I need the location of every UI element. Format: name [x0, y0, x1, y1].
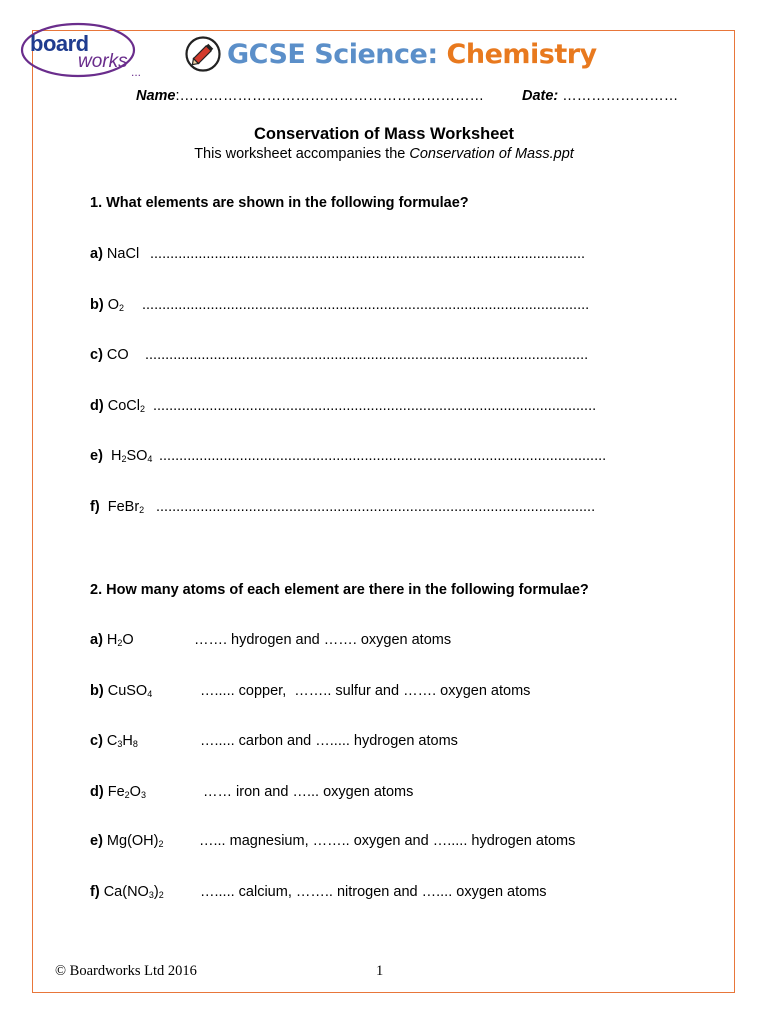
formula-part: ): [153, 884, 159, 900]
formula: C: [102, 733, 118, 749]
formula-subscript: 2: [158, 890, 164, 900]
logo-dots: ...: [131, 65, 142, 79]
item-label: b): [90, 683, 104, 699]
q1-item-b[interactable]: [90, 297, 590, 313]
item-label: c): [90, 347, 103, 363]
formula: Mg(OH): [102, 833, 159, 849]
formula-subscript: 2: [124, 790, 130, 800]
q1-item-e[interactable]: [90, 448, 607, 464]
formula: CO: [102, 347, 129, 363]
brand-subject: GCSE Science:: [227, 38, 447, 70]
formula: CoCl: [103, 398, 140, 414]
formula: NaCl: [102, 246, 140, 262]
answer-line: ..............................................................................................................: [145, 347, 589, 363]
formula-subscript: 8: [132, 739, 138, 749]
answer-line: ...............................................................................................................: [159, 448, 607, 464]
answer-blanks: ……. hydrogen and ……. oxygen atoms: [194, 632, 452, 648]
q2-item-f[interactable]: [90, 884, 547, 900]
formula: FeBr: [99, 499, 140, 515]
q2-item-b[interactable]: [90, 683, 531, 699]
item-label: e): [90, 833, 103, 849]
item-label: c): [90, 733, 103, 749]
answer-line: ...............................................................................................................: [142, 297, 590, 313]
subtitle-prefix: This worksheet accompanies the: [194, 146, 410, 162]
brand-heading: [185, 36, 597, 72]
formula: Fe: [103, 784, 125, 800]
pencil-icon: [185, 36, 221, 72]
name-line: :………………………………………………………: [175, 88, 485, 104]
question-1: 1. What elements are shown in the following formulae?: [90, 195, 469, 211]
formula-part: SO: [126, 448, 148, 464]
question-2: 2. How many atoms of each element are there in the following formulae?: [90, 582, 589, 598]
date-line: ……………………: [558, 88, 679, 104]
worksheet-subtitle: [0, 146, 768, 162]
q1-item-d[interactable]: [90, 398, 597, 414]
item-label: f): [90, 884, 100, 900]
formula-part: H: [122, 733, 133, 749]
formula-subscript: 3: [117, 739, 123, 749]
item-label: e): [90, 448, 103, 464]
boardworks-logo: [20, 22, 142, 79]
answer-blanks: …..... carbon and …..... hydrogen atoms: [200, 733, 458, 749]
q1-item-f[interactable]: [90, 499, 596, 515]
q2-item-a[interactable]: [90, 632, 452, 648]
q1-item-c[interactable]: [90, 347, 589, 363]
footer-copyright: © Boardworks Ltd 2016: [55, 963, 197, 979]
item-label: d): [90, 784, 104, 800]
q2-item-c[interactable]: [90, 733, 458, 749]
worksheet-title: Conservation of Mass Worksheet: [253, 125, 515, 143]
answer-blanks: …… iron and …... oxygen atoms: [203, 784, 414, 800]
formula-subscript: 3: [148, 890, 154, 900]
formula-subscript: 2: [158, 839, 164, 849]
formula: O: [103, 297, 119, 313]
logo-word-works: works: [78, 51, 128, 72]
formula-part: O: [129, 784, 141, 800]
formula-subscript: 2: [117, 638, 123, 648]
formula-subscript: 2: [139, 404, 145, 414]
formula-subscript: 2: [119, 303, 125, 313]
formula: H: [102, 448, 122, 464]
date-label: Date:: [522, 88, 559, 104]
formula: CuSO: [103, 683, 148, 699]
item-label: b): [90, 297, 104, 313]
name-field[interactable]: [136, 88, 484, 104]
item-label: f): [90, 499, 100, 515]
q2-item-d[interactable]: [90, 784, 414, 800]
formula-subscript: 2: [121, 454, 127, 464]
formula-subscript: 3: [140, 790, 146, 800]
answer-blanks: …..... copper, …….. sulfur and ……. oxygen atoms: [200, 683, 531, 699]
q1-item-a[interactable]: [90, 246, 586, 262]
logo-word-board: board: [30, 31, 89, 56]
formula: H: [102, 632, 118, 648]
answer-line: ............................................................................................................: [150, 246, 586, 262]
formula-subscript: 4: [147, 689, 153, 699]
brand-topic: Chemistry: [446, 38, 597, 70]
subtitle-file: Conservation of Mass.ppt: [409, 146, 574, 162]
name-label: Name: [136, 88, 176, 104]
item-label: a): [90, 632, 103, 648]
answer-line: .............................................................................................................: [156, 499, 596, 515]
answer-blanks: …... magnesium, …….. oxygen and …..... hydrogen atoms: [199, 833, 576, 849]
formula-subscript: 2: [139, 505, 145, 515]
item-label: a): [90, 246, 103, 262]
answer-blanks: …..... calcium, …….. nitrogen and ….... oxygen atoms: [200, 884, 547, 900]
formula-subscript: 4: [147, 454, 153, 464]
answer-line: ..............................................................................................................: [153, 398, 597, 414]
date-field[interactable]: [522, 88, 678, 104]
footer-page-number: 1: [376, 963, 384, 979]
formula: Ca(NO: [99, 884, 149, 900]
item-label: d): [90, 398, 104, 414]
formula-part: O: [122, 632, 134, 648]
q2-item-e[interactable]: [90, 833, 576, 849]
